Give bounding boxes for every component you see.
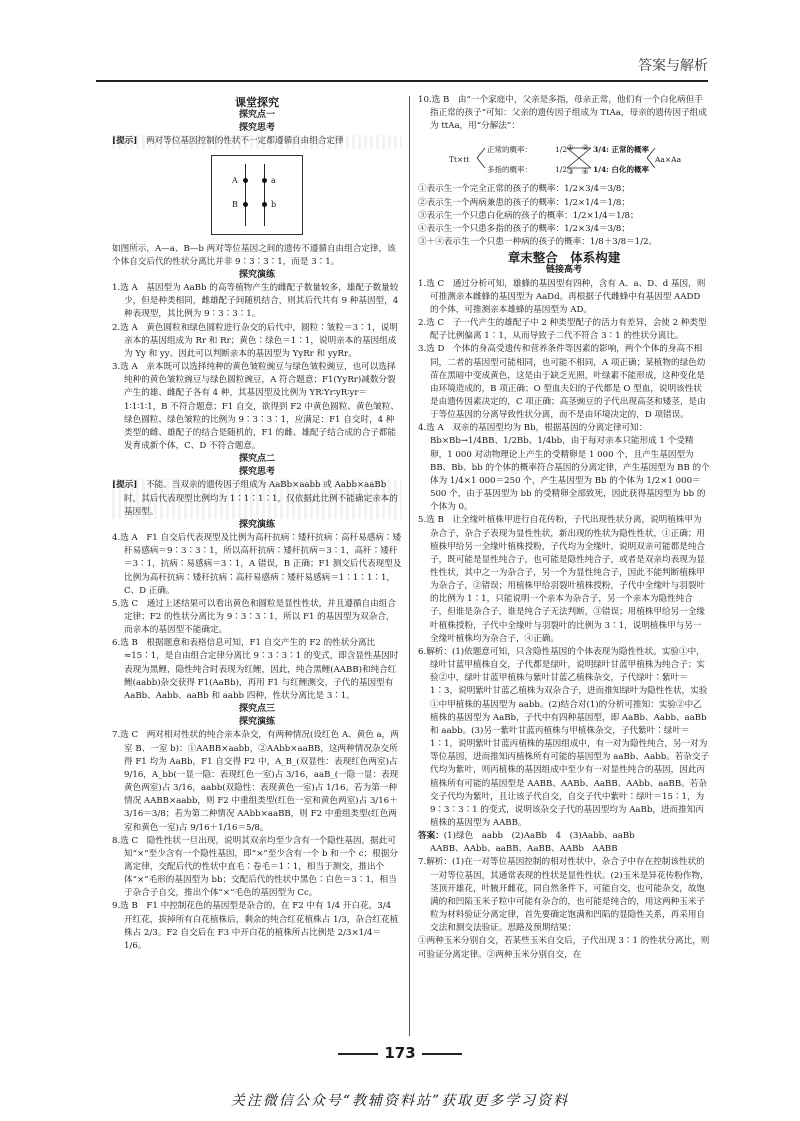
answer-label: 答案：	[418, 831, 444, 842]
diagram-p1: 1/2	[555, 145, 568, 155]
gaokao-answer-7: 7.解析：(1)在一对等位基因控制的相对性状中，杂合子中存在控制该性状的一对等位基因，其通常表现的性状是显性性状。(2)玉米是异花传粉作物，茎顶开雄花，叶腋开雌花，同自然条件下，可能自交，也可能杂交，故饱满的和凹陷玉米子粒中可能有杂合的，也可能是纯合的，用这两种玉米子粒为材料验证分离定律，首先要确定饱满和凹陷的显隐性关系，再采用自交法和测交法验证。思路及预期结果：	[418, 857, 709, 934]
diagram-polydactyl-label: 多指的概率：	[487, 165, 532, 175]
subsection-title-3: 探究点三	[238, 704, 275, 715]
gaokao-answer-3: 3.选 D 个体的身高受遗传和营养条件等因素的影响，两个个体的身高不相同，二者的基因型可能相同，也可能不相同，A 项正确；某植物的绿色幼苗在黑暗中变成黄色，这是由于缺乏光照，叶绿素不能形成，这种变化是由环境造成的，B 项正确；O 型血夫妇的子代都是 O 型血，说明该性状是由遗传因素决定的，C 项正确；高茎豌豆的子代出现高茎和矮茎，是由于等位基因的分离导致性状分离，而不是由环境决定的，D 项错误。	[418, 344, 706, 421]
gaokao-answer-6-result	[418, 830, 710, 843]
section-title-classroom: 课堂探究	[235, 96, 279, 109]
locus-b	[262, 202, 267, 207]
hint-2-label: [提示]	[112, 480, 138, 491]
gaokao-answer-4: 4.选 A 双亲的基因型均为 Bb，根据基因的分离定律可知：Bb×Bb→1/4BB、1/2Bb、1/4bb，由于每对亲本只能形成 1 个受精卵，1 000 对动物理论上产生的受精卵是 1 000 个，且产生基因型为 BB、Bb、bb 的个体的概率符合基因的分离定律，产生基因型为 BB 的个体为 1/4×1 000＝250 个，产生基因型为 Bb 的个体为 1/2×1 000＝500 个，由于基因型为 bb 的受精卵全部致死，因此获得基因型为 bb 的个体为 0。	[418, 423, 710, 513]
diagram-father-label: Tt×tt	[449, 155, 470, 165]
chromosome-line-right	[264, 164, 265, 226]
footer-note: 关注微信公众号“教辅资料站”获取更多学习资料	[230, 1093, 570, 1109]
gaokao-answer-2: 2.选 C 子一代产生的雄配子中 2 种类型配子的活力有差异，会使 2 种类型配子比例偏离 1∶1，从而导致子二代不符合 3∶1 的性状分离比。	[418, 318, 707, 342]
answer-6: 6.选 B 根据题意和表格信息可知，F1 自交产生的 F2 的性状分离比≈15∶1，是自由组合定律分离比 9∶3∶3∶1 的变式，即含显性基因时表现为黑鲤，隐性纯合时表现为红鲤，因此，纯合黑鲤(AABB)和纯合红鲤(aabb)杂交获得 F1(AaBb)，再用 F1 与红鲤测交，子代的基因型有 AaBb、Aabb、aaBb 和 aabb 四种，性状分离比是 3∶1。	[112, 638, 399, 701]
drill-title-1: 探究演练	[238, 269, 275, 280]
page-number	[0, 1044, 800, 1062]
answer-8: 8.选 C 隐性性状一旦出现，说明其双亲均至少含有一个隐性基因，据此可知“×”至少含有一个隐性基因，即“×”至少含有一个 b 和一个 c；根据分离定律，交配后代的性状中直毛∶卷毛＝1∶1，相当于测交，推出个体“×”毛形的基因型为 bb；交配后代的性状中黑色∶白色＝3∶1，相当于杂合子自交，推出个体“×”毛色的基因型为 Cc。	[112, 835, 398, 899]
subsection-think-2: 探究思考	[238, 467, 275, 478]
diagram-r2: 1/4: 白化的概率	[593, 165, 650, 175]
drill-title-2: 探究演练	[238, 519, 275, 530]
result-4: ④表示生一个只患多指的孩子的概率：1/2×3/4＝3/8；	[418, 223, 630, 234]
column-divider	[409, 96, 410, 1036]
label-a: a	[271, 175, 276, 185]
answer-line-2: AABB、AAbb、aaBB、AaBB、AABb AABB	[430, 844, 618, 855]
gaokao-answer-7-continued: ①两种玉米分别自交，若某些玉米自交后，子代出现 3∶1 的性状分离比，则可验证分离定律。②两种玉米分别自交，在	[418, 936, 710, 960]
hint-1	[112, 135, 402, 148]
answer-1: 1.选 A 基因型为 AaBb 的高等植物产生的雌配子数量较多，雄配子数量较少，但是种类相同，雌雄配子间随机结合，则其后代共有 9 种基因型，4 种表现型，其比例为 9∶3∶3∶1。	[112, 283, 399, 320]
result-5: ③＋④表示生一个只患一种病的孩子的概率：1/8＋3/8＝1/2。	[418, 237, 658, 248]
locus-A	[243, 178, 248, 183]
subsection-title-1: 探究点一	[238, 110, 275, 121]
page-header-title: 答案与解析	[638, 58, 708, 74]
answer-3: 3.选 A 亲本既可以选择纯种的黄色皱粒豌豆与绿色皱粒豌豆，也可以选择纯种的黄色皱粒豌豆与绿色圆粒豌豆，A 符合题意；F1(YyRr)减数分裂产生的雄、雌配子各有 4 种，其基因型及比例为 YR∶Yr∶yR∶yr＝1∶1∶1∶1，B 不符合题意；F1 自交，欲得到 F2 中黄色圆粒、黄色皱粒、绿色圆粒、绿色皱粒的比例为 9∶3∶3∶1，应满足：F1 自交时，4 种类型的雌、雄配子的结合是随机的，F1 的雌、雄配子结合成的合子都能发育成新个体，C、D 不符合题意。	[112, 362, 399, 451]
diagram-p2: 1/2	[555, 165, 568, 175]
diagram-normal-label: 正常的概率：	[487, 145, 532, 155]
subsection-think-1: 探究思考	[238, 123, 275, 134]
gaokao-answer-6: 6.解析：(1)依题意可知，只含隐性基因的个体表现为隐性性状。实验①中，绿叶甘蓝甲植株自交，子代都是绿叶，说明绿叶甘蓝甲植株为纯合子；实验②中，绿叶甘蓝甲植株与紫叶甘蓝乙植株杂交，子代绿叶∶紫叶＝1∶3，说明紫叶甘蓝乙植株为双杂合子，进而推知绿叶为隐性性状，实验①中甲植株的基因型为 aabb。(2)结合对(1)的分析可推知：实验②中乙植株的基因型为 AaBb，子代中有四种基因型，即 AaBb、Aabb、aaBb 和 aabb。(3)另一紫叶甘蓝丙植株与甲植株杂交，子代紫叶∶绿叶＝1∶1，说明紫叶甘蓝丙植株的基因组成中，有一对为隐性纯合，另一对为等位基因，进而推知丙植株所有可能的基因型为 aaBb、Aabb。若杂交子代均为紫叶，则丙植株的基因组成中至少有一对显性纯合的基因，因此丙植株所有可能的基因型是 AABB、AABb、AaBB、AAbb、aaBB。若杂交子代均为紫叶，且让该子代自交，自交子代中紫叶∶绿叶＝15∶1，为 9∶3∶3∶1 的变式，说明该杂交子代的基因型均为 AaBb，进而推知丙植株的基因型为 AABB。	[418, 646, 710, 828]
label-A: A	[232, 175, 238, 185]
answer-10: 10.选 B 由“一个家庭中，父亲是多指，母亲正常，他们有一个白化病但手指正常的孩子”可知：父亲的遗传因子组成为 TtAa，母亲的遗传因子组成为 ttAa，用“分解法”：	[418, 95, 707, 132]
result-3: ③表示生一个只患白化病的孩子的概率：1/2×1/4＝1/8；	[418, 210, 639, 221]
diagram-circle-4: ④	[582, 167, 589, 177]
decomposition-diagram	[449, 136, 682, 180]
locus-a	[262, 178, 267, 183]
diagram-mother-label: Aa×Aa	[655, 155, 682, 165]
hint-2	[112, 479, 402, 518]
chromosome-line-left	[245, 164, 246, 226]
left-column	[112, 94, 402, 953]
answer-5: 5.选 C 通过上述结果可以看出黄色和圆粒是显性性状，并且遵循自由组合定律；F2 的性状分离比为 9∶3∶3∶1，所以 F1 的基因型为双杂合，而亲本的基因型不能确定。	[112, 598, 396, 636]
diagram-circle-2: ②	[582, 143, 589, 153]
answer-9: 9.选 B F1 中控制花色的基因型是杂合的，在 F2 中有 1/4 开白花，3/4 开红花，拔掉所有白花植株后，剩余的纯合红花植株占 1/3，杂合红花植株占 2/3。F2 自交后在 F3 中开白花的植株所占比例是 2/3×1/4＝1/6。	[112, 901, 399, 951]
hint-1-label: [提示]	[112, 136, 138, 147]
header-rule	[96, 80, 708, 82]
diagram-r1: 3/4: 正常的概率	[593, 145, 650, 155]
diagram-circle-3: ③	[567, 167, 574, 177]
answer-line-1: (1)绿色 aabb (2)AaBb 4 (3)Aabb、aaBb	[443, 831, 635, 842]
drill-title-3: 探究演练	[238, 717, 275, 728]
locus-B	[243, 202, 248, 207]
result-1: ①表示生一个完全正常的孩子的概率：1/2×3/4＝3/8；	[418, 184, 630, 195]
figure-caption: 如图所示，A—a、B—b 两对等位基因之间的遗传不遵循自由组合定律，该个体自交后代的性状分离比并非 9∶3∶3∶1，而是 3∶1。	[112, 243, 396, 267]
result-2: ②表示生一个两病兼患的孩子的概率：1/2×1/4＝1/8；	[418, 197, 630, 208]
gaokao-answer-5: 5.选 B 让全缘叶植株甲进行自花传粉，子代出现性状分离，说明植株甲为杂合子，杂合子表现为显性性状，新出现的性状为隐性性状，①正确；用植株甲给另一全缘叶植株授粉，子代均为全缘叶，说明双亲可能都是纯合子，既可能是显性纯合子，也可能是隐性纯合子，或者是双亲均表现为显性性状，其中之一为杂合子，另一个为显性纯合子，因此不能判断植株甲为杂合子，②错误；用植株甲给羽裂叶植株授粉，子代中全缘叶与羽裂叶的比例为 1∶1，只能说明一个亲本为杂合子，另一个亲本为隐性纯合子，但谁是杂合子，谁是纯合子无法判断，③错误；用植株甲给另一全缘叶植株授粉，子代中全缘叶与羽裂叶的比例为 3∶1，说明植株甲与另一全缘叶植株均为杂合子，④正确。	[418, 515, 706, 644]
diagram-circle-1: ①	[567, 143, 574, 153]
chromosome-figure	[211, 155, 303, 235]
label-b: b	[271, 199, 277, 209]
chapter-title: 章末整合 体系构建	[507, 250, 621, 266]
label-B: B	[232, 199, 238, 209]
chapter-subtitle: 链接高考	[545, 265, 582, 276]
page-number-text: 173	[384, 1044, 416, 1062]
answer-2: 2.选 A 黄色圆粒和绿色圆粒进行杂交的后代中，圆粒∶皱粒＝3∶1，说明亲本的基因组成为 Rr 和 Rr；黄色∶绿色＝1∶1，说明亲本的基因组成为 Yy 和 yy。因此可以判断亲本的基因型为 YyRr 和 yyRr。	[112, 322, 398, 359]
subsection-title-2: 探究点二	[238, 454, 275, 465]
answer-4: 4.选 A F1 自交后代表现型及比例为高秆抗病∶矮秆抗病∶高秆易感病∶矮秆易感病＝9∶3∶3∶1，所以高秆抗病∶矮秆抗病＝3∶1，高秆∶矮秆＝3∶1，抗病∶易感病＝3∶1，A 错误，B 正确；F1 测交后代表现型及比例为高秆抗病∶矮秆抗病∶高秆易感病∶矮秆易感病＝1∶1∶1∶1，C、D 正确。	[112, 533, 402, 596]
right-column	[418, 94, 710, 962]
hint-1-text: 两对等位基因控制的性状不一定都遵循自由组合定律	[145, 136, 344, 147]
answer-7: 7.选 C 两对相对性状的纯合亲本杂交，有两种情况(设红色 A、黄色 a，两室 B、一室 b)：①AABB×aabb，②AAbb×aaBB，这两种情况杂交所得 F1 均为 AaBb，F1 自交得 F2 中，A_B_(双显性：表现红色两室)占 9/16，A_bb(一显一隐：表现红色一室)占 3/16，aaB_(一隐一显：表现黄色两室)占 3/16，aabb(双隐性：表现黄色一室)占 1/16。若为第一种情况 AABB×aabb，则 F2 中重组类型(红色一室和黄色两室)占 3/16＋3/16＝3/8；若为第二种情况 AAbb×aaBB，则 F2 中重组类型(红色两室和黄色一室)占 9/16＋1/16＝5/8。	[112, 730, 399, 833]
hint-2-text: 不能。当双亲的遗传因子组成为 AaBb×aabb 或 Aabb×aaBb 时，其后代表现型比例均为 1∶1∶1∶1，仅依据此比例不能确定亲本的基因型。	[124, 480, 398, 517]
gaokao-answer-1: 1.选 C 通过分析可知，雄蜂的基因型有四种，含有 A、a、D、d 基因，则可推测亲本雌蜂的基因型为 AaDd。再根据子代雌蜂中有基因型 AADD 的个体，可推测亲本雄蜂的基因型为 AD。	[418, 278, 706, 315]
